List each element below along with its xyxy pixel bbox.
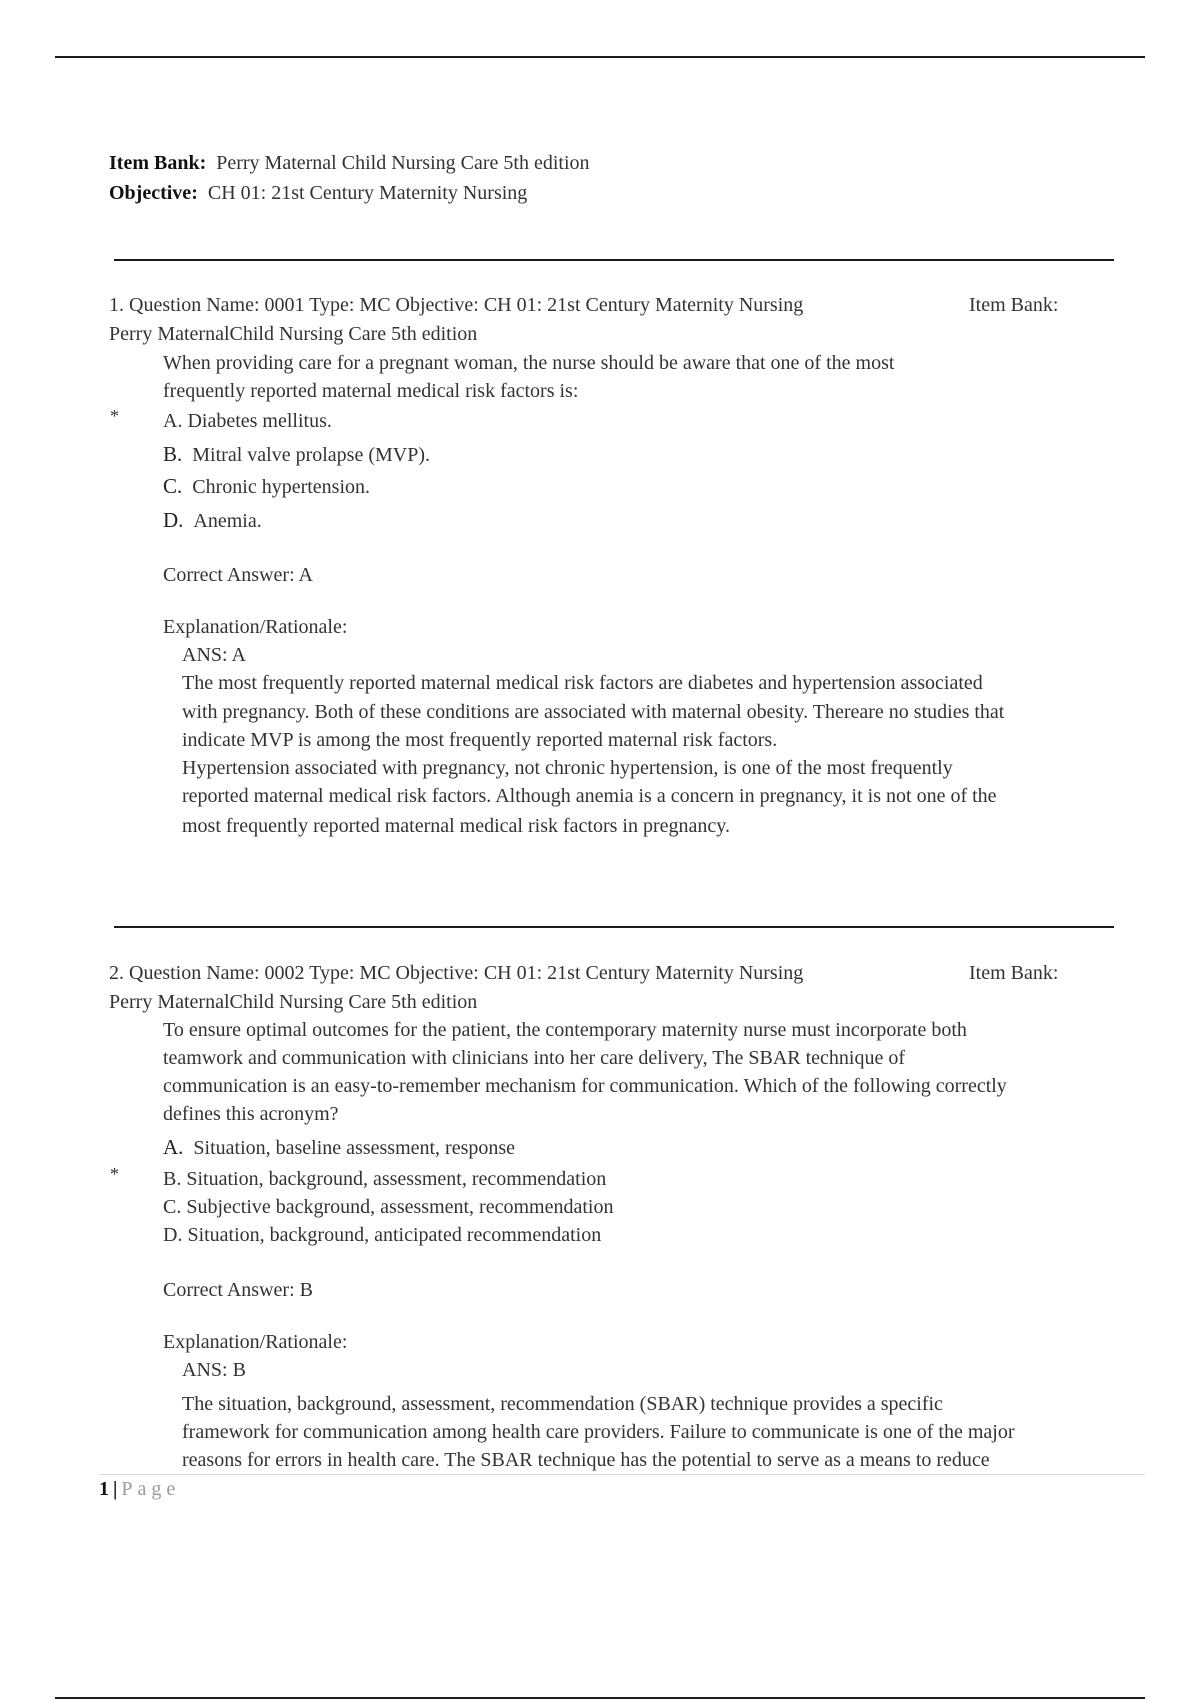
objective-label: Objective: bbox=[109, 182, 198, 204]
question-header-line: 2. Question Name: 0002 Type: MC Objective: CH 01: 21st Century Maternity Nursing bbox=[109, 962, 804, 984]
item-bank-row bbox=[109, 148, 590, 178]
rationale-line: framework for communication among health care providers. Failure to communicate is one of the major bbox=[182, 1421, 1015, 1443]
rationale-line: reasons for errors in health care. The SBAR technique has the potential to serve as a means to reduce bbox=[182, 1449, 990, 1471]
item-bank-label: Item Bank: bbox=[109, 152, 207, 174]
rationale-line: most frequently reported maternal medical risk factors in pregnancy. bbox=[182, 815, 730, 837]
page-number: 1 bbox=[99, 1478, 109, 1500]
objective-row bbox=[109, 178, 590, 208]
page-footer bbox=[99, 1478, 180, 1501]
correct-option-marker: * bbox=[110, 406, 119, 426]
question-header-line: 1. Question Name: 0001 Type: MC Objective: CH 01: 21st Century Maternity Nursing bbox=[109, 294, 804, 316]
document-header bbox=[109, 148, 590, 208]
question-stem-line: To ensure optimal outcomes for the patient, the contemporary maternity nurse must incorporate both bbox=[163, 1019, 967, 1041]
rationale-line: indicate MVP is among the most frequently reported maternal risk factors. bbox=[182, 729, 778, 751]
correct-answer: Correct Answer: A bbox=[163, 564, 313, 586]
option-c: C. Chronic hypertension. bbox=[163, 474, 371, 498]
objective-value: CH 01: 21st Century Maternity Nursing bbox=[207, 182, 528, 204]
question-stem-line: When providing care for a pregnant woman, the nurse should be aware that one of the most bbox=[163, 352, 895, 374]
item-bank-value: Perry Maternal Child Nursing Care 5th edition bbox=[216, 152, 590, 174]
answer-key: ANS: A bbox=[182, 644, 246, 666]
answer-key: ANS: B bbox=[182, 1359, 246, 1381]
footer-separator: | bbox=[113, 1478, 118, 1500]
option-a: A. Diabetes mellitus. bbox=[163, 410, 332, 432]
question-stem-line: frequently reported maternal medical risk factors is: bbox=[163, 380, 579, 402]
rationale-line: with pregnancy. Both of these conditions are associated with maternal obesity. Thereare no studies that bbox=[182, 701, 1005, 723]
correct-answer: Correct Answer: B bbox=[163, 1279, 313, 1301]
bottom-page-rule bbox=[55, 1697, 1145, 1699]
option-c: C. Subjective background, assessment, recommendation bbox=[163, 1196, 614, 1218]
question-stem-line: defines this acronym? bbox=[163, 1103, 339, 1125]
option-a: A. Situation, baseline assessment, response bbox=[163, 1135, 516, 1159]
question-divider bbox=[114, 926, 1114, 928]
question-source-line: Perry MaternalChild Nursing Care 5th edition bbox=[109, 991, 478, 1013]
question-stem-line: communication is an easy-to-remember mechanism for communication. Which of the following correctly bbox=[163, 1075, 1007, 1097]
question-stem-line: teamwork and communication with clinicians into her care delivery, The SBAR technique of bbox=[163, 1047, 906, 1069]
rationale-line: The situation, background, assessment, recommendation (SBAR) technique provides a specific bbox=[182, 1393, 943, 1415]
page-label: Page bbox=[121, 1478, 181, 1500]
option-b: B. Situation, background, assessment, recommendation bbox=[163, 1168, 607, 1190]
correct-option-marker: * bbox=[110, 1164, 119, 1184]
rationale-line: Hypertension associated with pregnancy, not chronic hypertension, is one of the most frequently bbox=[182, 757, 953, 779]
explanation-label: Explanation/Rationale: bbox=[163, 616, 348, 638]
item-bank-tag: Item Bank: bbox=[969, 294, 1059, 316]
question-source-line: Perry MaternalChild Nursing Care 5th edition bbox=[109, 323, 478, 345]
footer-rule bbox=[99, 1474, 1145, 1475]
item-bank-tag: Item Bank: bbox=[969, 962, 1059, 984]
option-d: D. Situation, background, anticipated recommendation bbox=[163, 1224, 602, 1246]
option-d: D. Anemia. bbox=[163, 508, 262, 532]
rationale-line: reported maternal medical risk factors. Although anemia is a concern in pregnancy, it is not one of the bbox=[182, 785, 997, 807]
explanation-label: Explanation/Rationale: bbox=[163, 1331, 348, 1353]
top-page-rule bbox=[55, 56, 1145, 58]
rationale-line: The most frequently reported maternal medical risk factors are diabetes and hypertension associated bbox=[182, 672, 983, 694]
option-b: B. Mitral valve prolapse (MVP). bbox=[163, 442, 430, 466]
section-divider bbox=[114, 259, 1114, 261]
